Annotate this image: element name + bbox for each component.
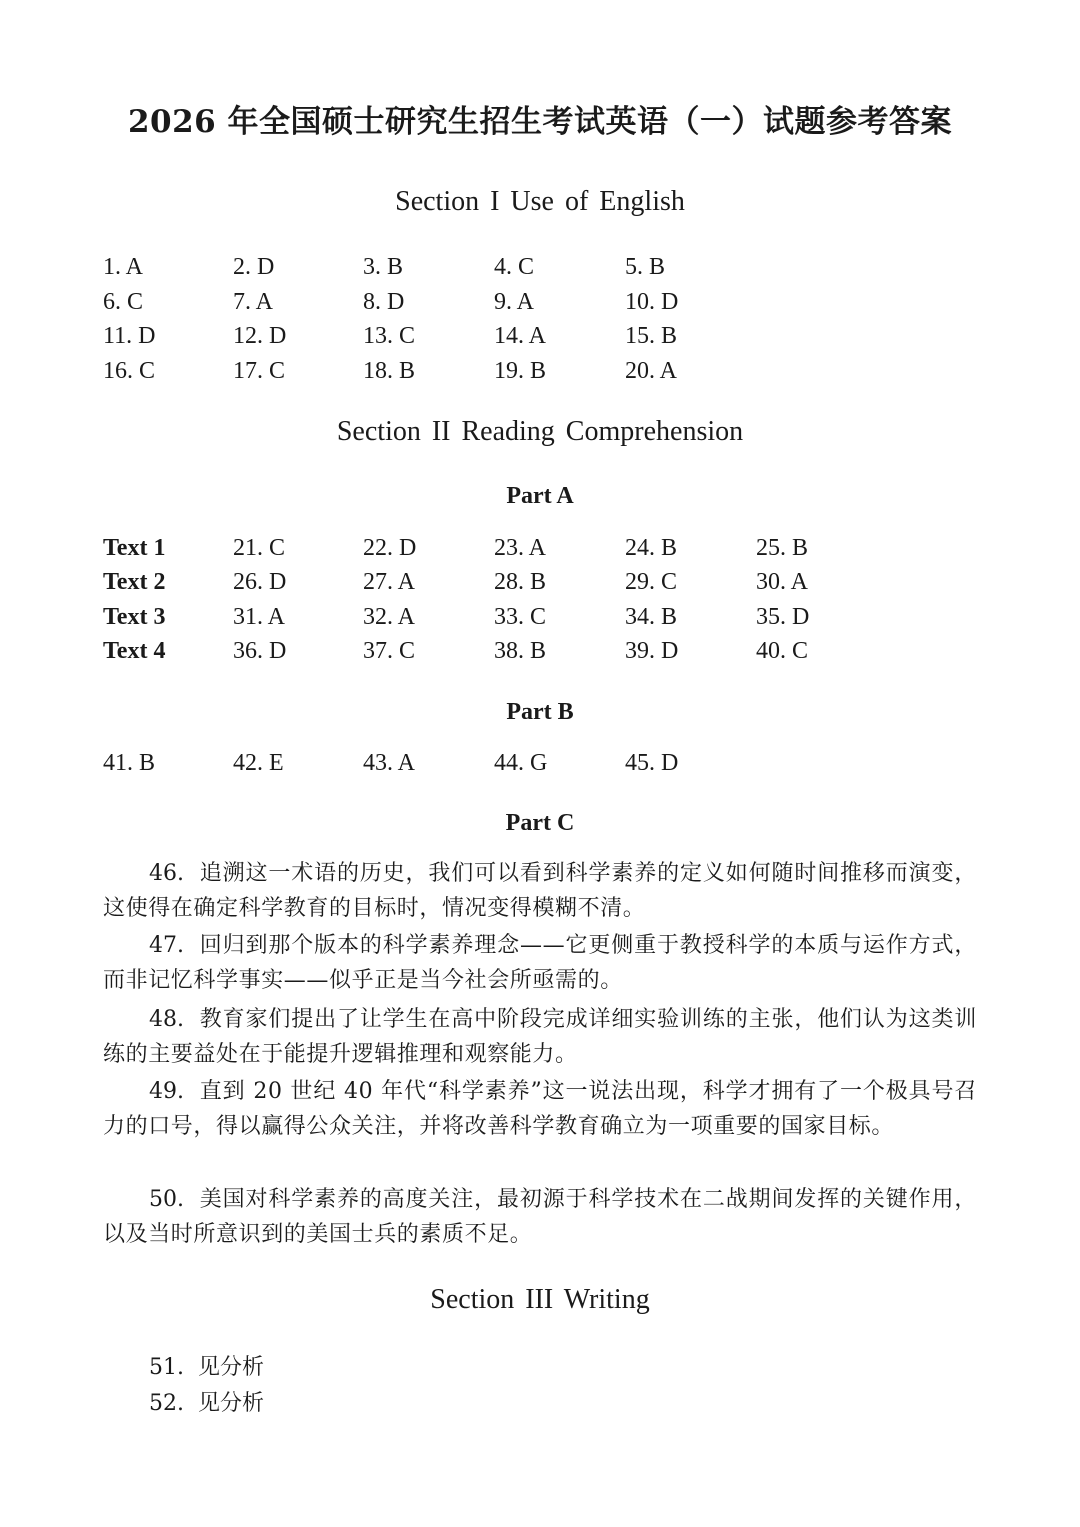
answer-row: [0, 254, 1080, 288]
answer-cell: 24. B: [625, 535, 678, 561]
item-text: 见分析: [198, 1391, 265, 1416]
translation-item-47: [103, 929, 977, 998]
answer-row: [0, 638, 1080, 672]
answer-cell: 42. E: [233, 750, 284, 776]
item-number: 47.: [149, 933, 184, 958]
answer-row: [0, 289, 1080, 323]
answer-cell: 16. C: [103, 358, 156, 384]
answer-cell: 40. C: [756, 638, 809, 664]
item-number: 52.: [149, 1391, 184, 1416]
item-text: 直到 20 世纪 40 年代“科学素养”这一说法出现，科学才拥有了一个极具号召力的口号，得以赢得公众关注，并将改善科学教育确立为一项重要的国家目标。: [103, 1079, 978, 1139]
text-label: Text 2: [103, 569, 166, 595]
section-1-title: Section I Use of English: [395, 186, 685, 217]
item-text: 追溯这一术语的历史，我们可以看到科学素养的定义如何随时间推移而演变，这使得在确定科学教育的目标时，情况变得模糊不清。: [103, 861, 978, 921]
answer-cell: 45. D: [625, 750, 679, 776]
answer-cell: 2. D: [233, 254, 275, 280]
part-c-title: Part C: [505, 810, 575, 836]
answer-cell: 13. C: [363, 323, 416, 349]
item-text: 回归到那个版本的科学素养理念——它更侧重于教授科学的本质与运作方式，而非记忆科学事实——似乎正是当今社会所亟需的。: [103, 933, 978, 993]
item-text: 见分析: [198, 1355, 265, 1380]
answer-cell: 26. D: [233, 569, 287, 595]
answer-cell: 30. A: [756, 569, 809, 595]
answer-cell: 10. D: [625, 289, 679, 315]
item-number: 51.: [149, 1355, 184, 1380]
answer-cell: 12. D: [233, 323, 287, 349]
writing-item-52: [149, 1386, 264, 1417]
translation-item-46: [103, 857, 977, 926]
answer-cell: 31. A: [233, 604, 286, 630]
answer-row: [0, 358, 1080, 392]
answer-cell: 22. D: [363, 535, 417, 561]
part-b-title: Part B: [506, 699, 574, 725]
text-label: Text 1: [103, 535, 166, 561]
answer-cell: 14. A: [494, 323, 547, 349]
answer-cell: 23. A: [494, 535, 547, 561]
answer-row: [0, 569, 1080, 603]
answer-cell: 4. C: [494, 254, 535, 280]
answer-cell: 27. A: [363, 569, 416, 595]
answer-cell: 6. C: [103, 289, 144, 315]
answer-cell: 43. A: [363, 750, 416, 776]
answer-cell: 21. C: [233, 535, 286, 561]
answer-cell: 41. B: [103, 750, 156, 776]
answer-cell: 1. A: [103, 254, 144, 280]
section-2-title: Section II Reading Comprehension: [336, 416, 744, 447]
part-a-title: Part A: [506, 483, 574, 509]
answer-cell: 38. B: [494, 638, 547, 664]
item-number: 46.: [149, 861, 184, 886]
answer-cell: 33. C: [494, 604, 547, 630]
answer-cell: 15. B: [625, 323, 678, 349]
answer-cell: 37. C: [363, 638, 416, 664]
answer-cell: 32. A: [363, 604, 416, 630]
item-text: 教育家们提出了让学生在高中阶段完成详细实验训练的主张，他们认为这类训练的主要益处在于能提升逻辑推理和观察能力。: [103, 1007, 978, 1067]
answer-cell: 36. D: [233, 638, 287, 664]
answer-cell: 39. D: [625, 638, 679, 664]
answer-cell: 44. G: [494, 750, 548, 776]
answer-cell: 11. D: [103, 323, 156, 349]
page-title: 2026 年全国硕士研究生招生考试英语（一）试题参考答案: [127, 104, 953, 140]
item-text: 美国对科学素养的高度关注，最初源于科学技术在二战期间发挥的关键作用，以及当时所意识到的美国士兵的素质不足。: [103, 1187, 978, 1247]
answer-cell: 7. A: [233, 289, 274, 315]
item-number: 48.: [149, 1007, 184, 1032]
answer-cell: 9. A: [494, 289, 535, 315]
answer-cell: 8. D: [363, 289, 405, 315]
answer-row: [0, 535, 1080, 569]
answer-cell: 19. B: [494, 358, 547, 384]
answer-cell: 35. D: [756, 604, 810, 630]
answer-cell: 18. B: [363, 358, 416, 384]
translation-item-49: [103, 1075, 977, 1144]
answer-cell: 25. B: [756, 535, 809, 561]
answer-cell: 20. A: [625, 358, 678, 384]
answer-cell: 17. C: [233, 358, 286, 384]
text-label: Text 3: [103, 604, 166, 630]
answer-cell: 28. B: [494, 569, 547, 595]
translation-item-48: [103, 1003, 977, 1072]
answer-cell: 34. B: [625, 604, 678, 630]
item-number: 49.: [149, 1079, 184, 1104]
answer-row: [0, 323, 1080, 357]
item-number: 50.: [149, 1187, 184, 1212]
translation-item-50: [103, 1183, 977, 1252]
section-3-title: Section III Writing: [430, 1284, 650, 1315]
answer-cell: 29. C: [625, 569, 678, 595]
answer-row: [0, 750, 1080, 784]
answer-cell: 5. B: [625, 254, 666, 280]
text-label: Text 4: [103, 638, 166, 664]
answer-cell: 3. B: [363, 254, 404, 280]
answer-row: [0, 604, 1080, 638]
writing-item-51: [149, 1350, 264, 1381]
